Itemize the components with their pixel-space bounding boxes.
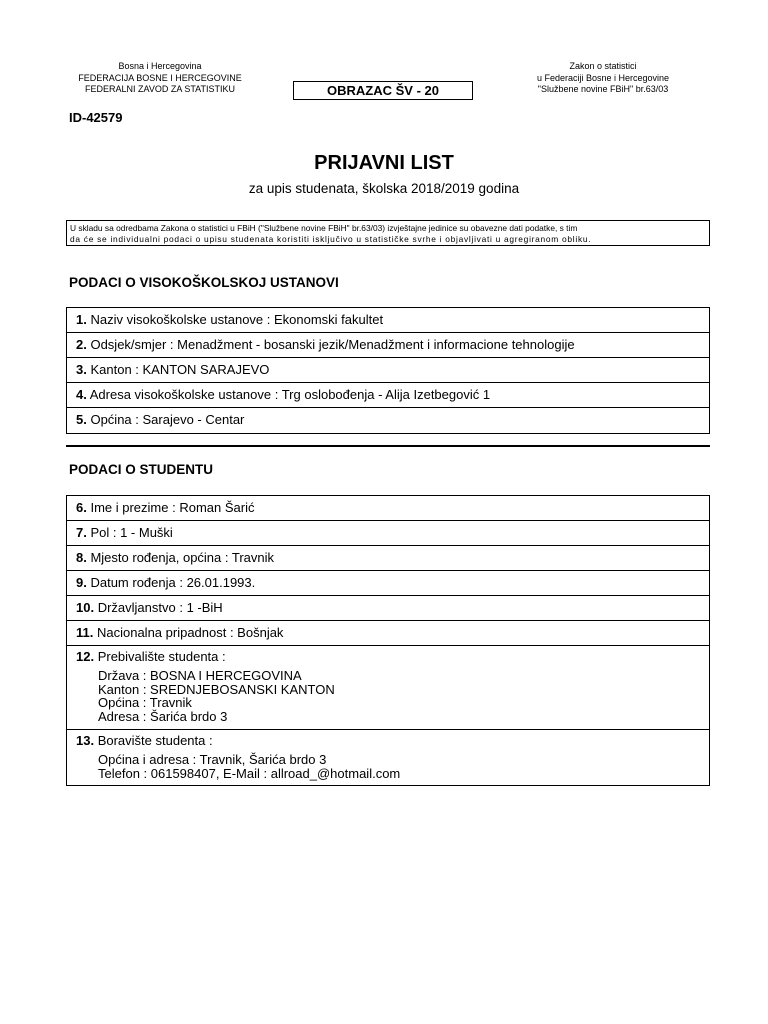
row-number: 8.: [76, 550, 87, 565]
row-text: Adresa visokoškolske ustanove : Trg oslobođenja - Alija Izetbegović 1: [89, 387, 491, 402]
table-row: [67, 358, 709, 383]
stay-contact: Telefon : 061598407, E-Mail : allroad_@hotmail.com: [98, 765, 401, 781]
row-number: 6.: [76, 500, 87, 515]
row-number: 10.: [76, 600, 95, 615]
row-number: 7.: [76, 525, 87, 540]
header-left: [60, 61, 260, 96]
row-text: Općina : Sarajevo - Centar: [90, 412, 245, 427]
table-row: [67, 521, 709, 546]
residence-address: Adresa : Šarića brdo 3: [98, 708, 228, 724]
row-number: 5.: [76, 412, 87, 427]
header-right-line3: "Službene novine FBiH" br.63/03: [537, 84, 669, 94]
row-text: Datum rođenja : 26.01.1993.: [90, 575, 256, 590]
section-title-student: PODACI O STUDENTU: [69, 462, 214, 477]
row-text: Državljanstvo : 1 -BiH: [97, 600, 223, 615]
residence-municipality: Općina : Travnik: [98, 695, 192, 710]
header-right: [508, 61, 698, 96]
legal-notice: [66, 220, 710, 246]
table-row: [67, 546, 709, 571]
residence-country: Država : BOSNA I HERCEGOVINA: [98, 668, 302, 683]
header-right-line1: Zakon o statistici: [569, 61, 637, 71]
row-number: 12.: [76, 649, 95, 664]
header-left-line3: FEDERALNI ZAVOD ZA STATISTIKU: [84, 84, 236, 94]
student-table: [66, 495, 710, 786]
page-title: PRIJAVNI LIST: [314, 152, 454, 174]
table-row: [67, 383, 709, 408]
table-row: [67, 621, 709, 646]
residence-canton: Kanton : SREDNJEBOSANSKI KANTON: [98, 681, 335, 697]
section-title-institution: PODACI O VISOKOŠKOLSKOJ USTANOVI: [69, 275, 339, 290]
institution-table: [66, 307, 710, 434]
header-right-line2: u Federaciji Bosne i Hercegovine: [536, 72, 670, 83]
section-divider: [66, 445, 710, 447]
residence-row: [67, 646, 709, 730]
table-row: [67, 408, 709, 433]
form-code-box: OBRAZAC ŠV - 20: [293, 81, 473, 100]
row-number: 1.: [76, 312, 87, 327]
page-subtitle: za upis studenata, školska 2018/2019 godina: [248, 181, 520, 196]
residence-label: Prebivalište studenta :: [97, 649, 226, 664]
header-left-line1: Bosna i Hercegovina: [118, 61, 202, 71]
row-text: Pol : 1 - Muški: [90, 525, 173, 540]
table-row: [67, 596, 709, 621]
table-row: [67, 496, 709, 521]
stay-label: Boravište studenta :: [97, 733, 213, 748]
row-text: Kanton : KANTON SARAJEVO: [90, 362, 270, 377]
table-row: [67, 571, 709, 596]
row-number: 3.: [76, 362, 87, 377]
header-left-line2: FEDERACIJA BOSNE I HERCEGOVINE: [78, 72, 242, 83]
document-id: ID-42579: [69, 110, 123, 125]
stay-row: [67, 730, 709, 785]
row-number: 9.: [76, 575, 87, 590]
stay-municipality-address: Općina i adresa : Travnik, Šarića brdo 3: [98, 752, 327, 767]
row-number: 13.: [76, 733, 95, 748]
row-number: 2.: [76, 337, 87, 352]
row-text: Ime i prezime : Roman Šarić: [90, 500, 255, 515]
legal-notice-line2: da će se individualni podaci o upisu studenata koristiti isključivo u statističke svrhe i objavljivati u agregiranom obliku.: [70, 234, 592, 244]
legal-notice-line1: U skladu sa odredbama Zakona o statistici u FBiH ("Službene novine FBiH" br.63/03) izvještajne jedinice su obavezne dati podatke, s tim: [70, 223, 578, 233]
row-text: Naziv visokoškolske ustanove : Ekonomski fakultet: [90, 312, 384, 327]
table-row: [67, 308, 709, 333]
row-number: 4.: [76, 387, 87, 402]
row-text: Mjesto rođenja, općina : Travnik: [90, 550, 275, 565]
row-number: 11.: [76, 625, 94, 640]
row-text: Odsjek/smjer : Menadžment - bosanski jezik/Menadžment i informacione tehnologije: [90, 337, 575, 352]
table-row: [67, 333, 709, 358]
row-text: Nacionalna pripadnost : Bošnjak: [96, 625, 284, 640]
